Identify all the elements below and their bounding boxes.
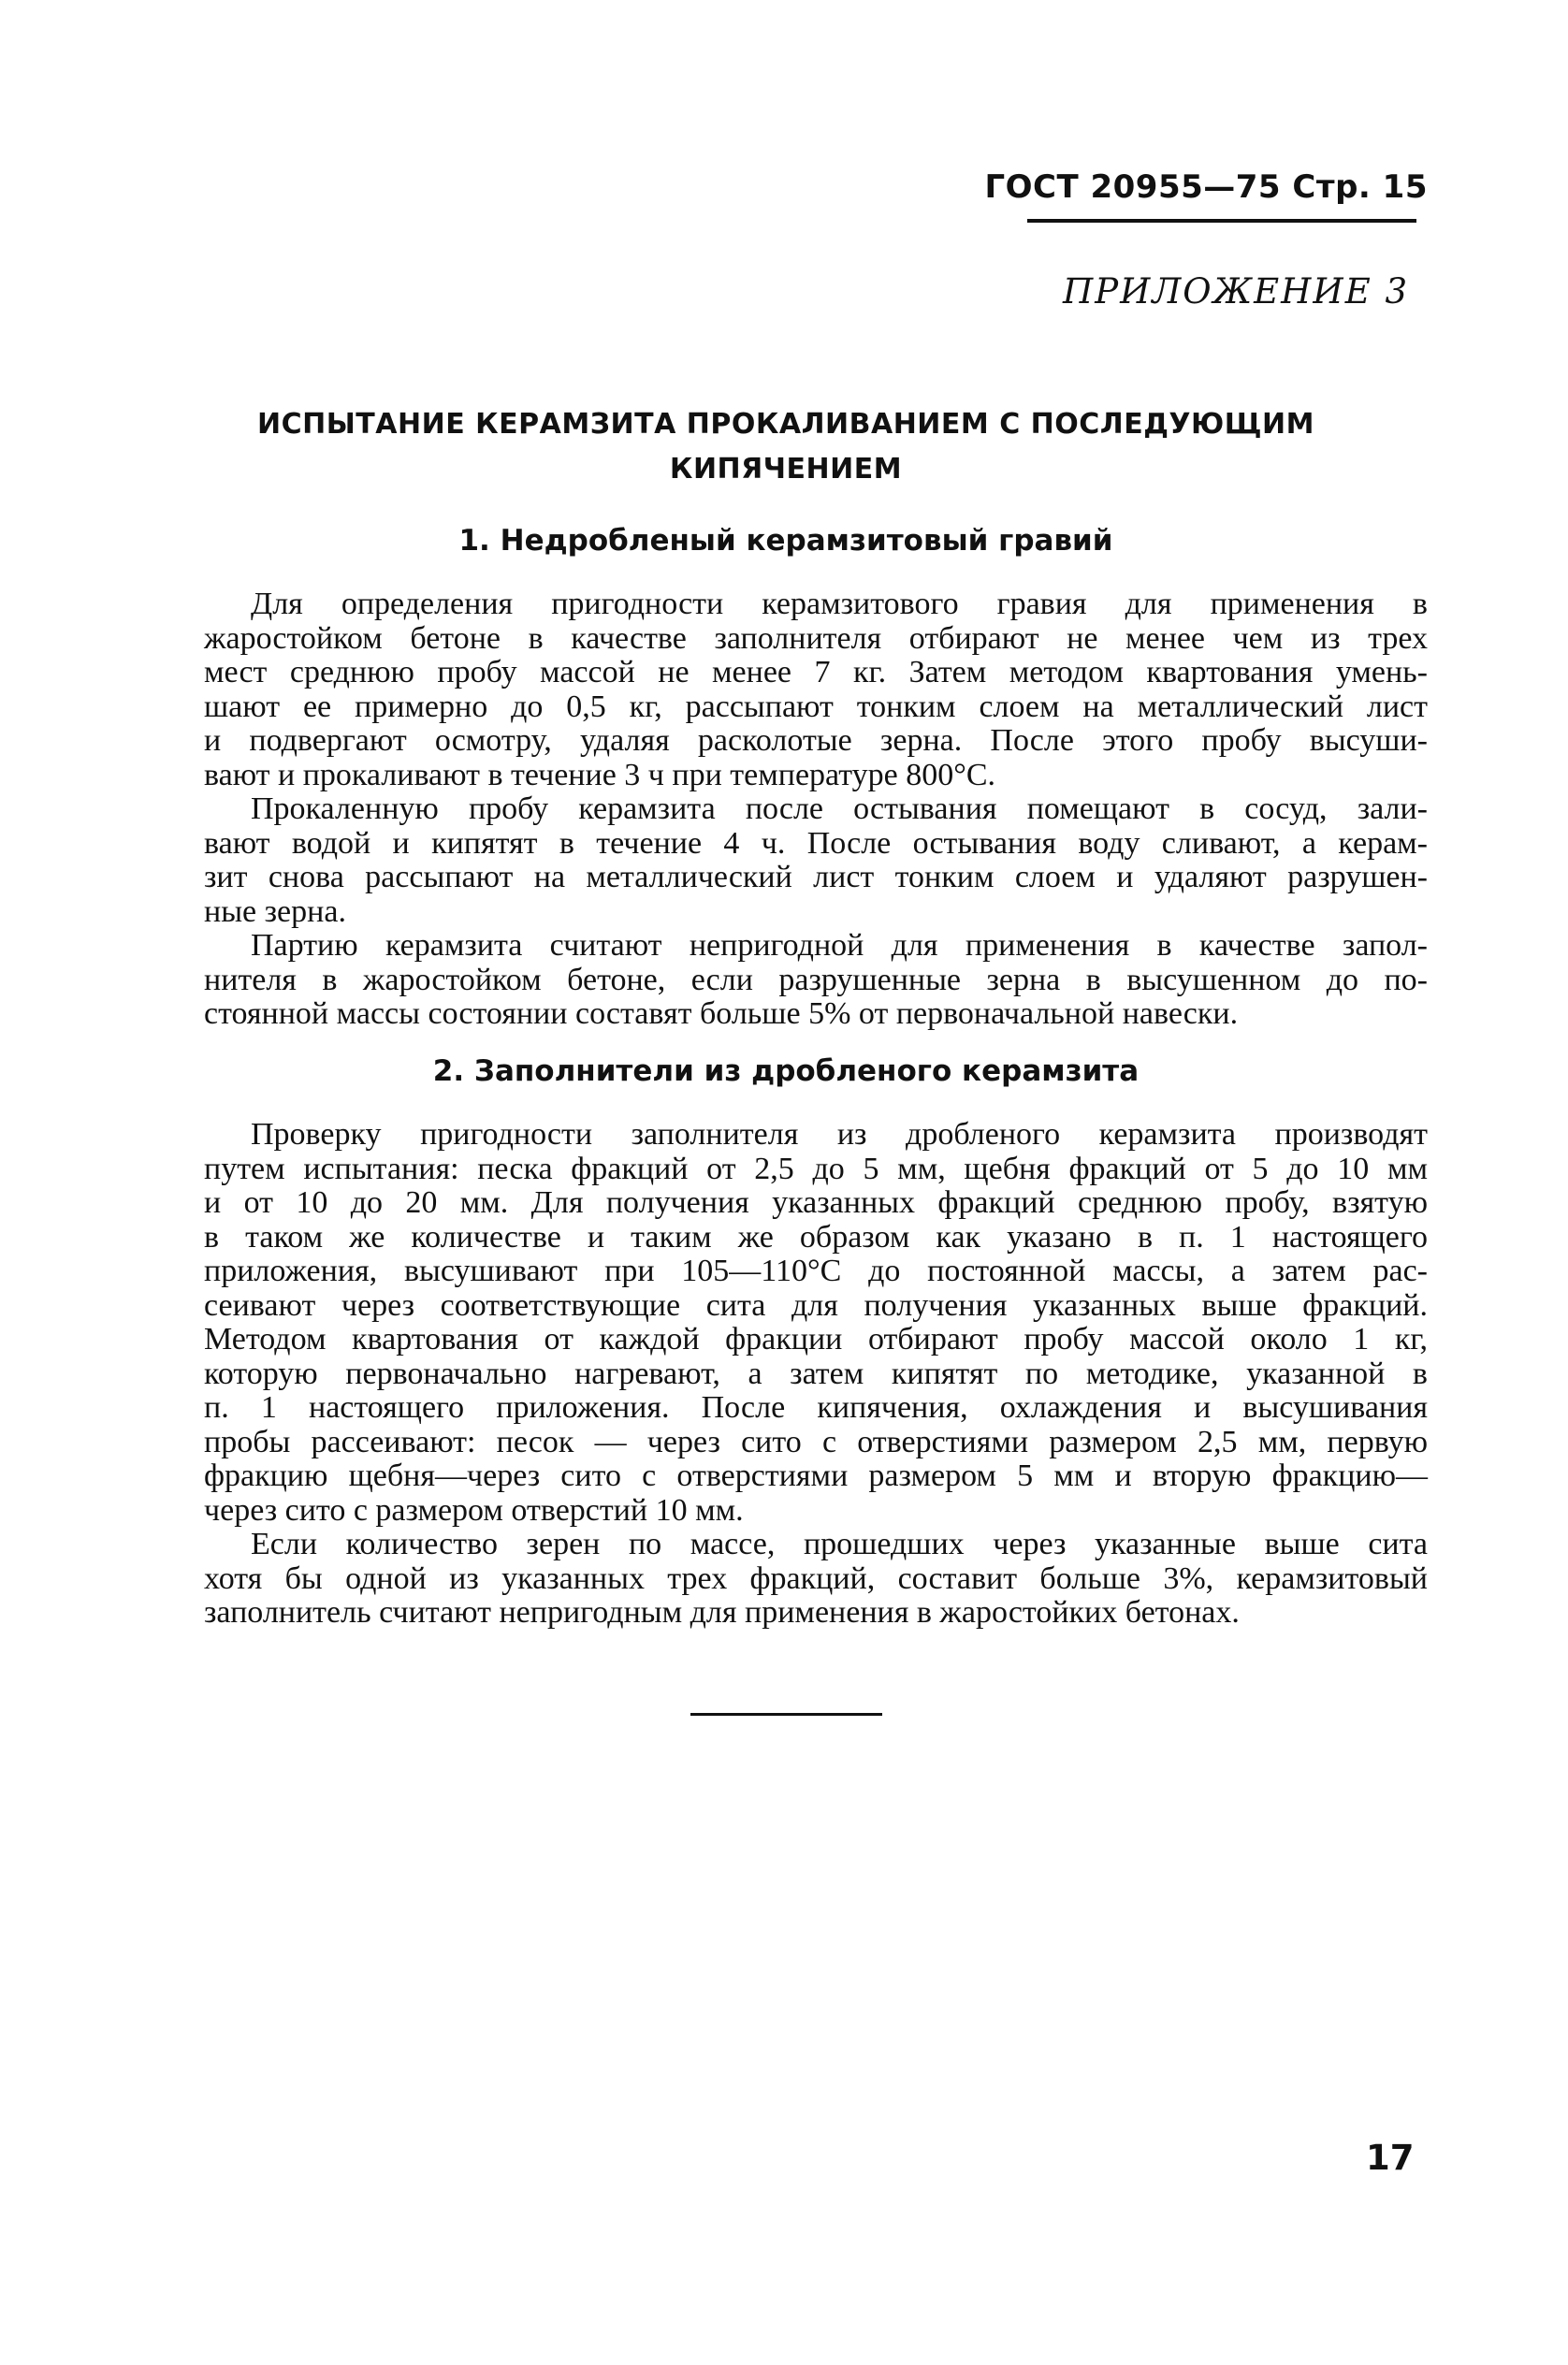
text-line: фракцию щебня—через сито с отверстиями размером 5 мм и вторую фракцию— [204, 1458, 1428, 1493]
text-line: вают и прокаливают в течение 3 ч при температуре 800°С. [204, 757, 996, 792]
text-line: п. 1 настоящего приложения. После кипячения, охлаждения и высушивания [204, 1390, 1428, 1425]
text-line: Для определения пригодности керамзитового гравия для применения в [251, 587, 1428, 621]
section-1-heading: 1. Недробленый керамзитовый гравий [458, 524, 1113, 558]
text-line: Если количество зерен по массе, прошедших через указанные выше сита [251, 1527, 1428, 1561]
text-line: приложения, высушивают при 105—110°С до постоянной массы, а затем рас- [204, 1254, 1428, 1288]
text-line: сеивают через соответствующие сита для получения указанных выше фракций. [204, 1287, 1428, 1323]
text-line: в таком же количестве и таким же образом как указано в п. 1 настоящего [204, 1219, 1428, 1255]
text-line: заполнитель считают непригодным для применения в жаростойких бетонах. [204, 1595, 1240, 1630]
closing-rule [690, 1713, 882, 1716]
text-line: зит снова рассыпают на металлический лист тонким слоем и удаляют разрушен- [204, 860, 1428, 894]
standard-reference: ГОСТ 20955—75 Стр. 15 [984, 168, 1428, 206]
header-rule [1027, 219, 1416, 223]
page-number: 17 [1366, 2138, 1415, 2178]
section-1-paragraph-2 [204, 792, 1428, 929]
section-2-paragraph-2 [204, 1528, 1428, 1631]
section-2-heading: 2. Заполнители из дробленого керамзита [432, 1054, 1140, 1088]
document-title-line-1: ИСПЫТАНИЕ КЕРАМЗИТА ПРОКАЛИВАНИЕМ С ПОСЛЕДУЮЩИМ [256, 408, 1314, 441]
text-line: Методом квартования от каждой фракции отбирают пробу массой около 1 кг, [204, 1322, 1428, 1357]
document-title-line-2: КИПЯЧЕНИЕМ [669, 453, 903, 486]
text-line: через сито с размером отверстий 10 мм. [204, 1492, 744, 1528]
text-line: шают ее примерно до 0,5 кг, рассыпают тонким слоем на металлический лист [204, 689, 1428, 724]
text-line: хотя бы одной из указанных трех фракций, составит больше 3%, керамзитовый [204, 1560, 1428, 1596]
text-line: жаростойком бетоне в качестве заполнителя отбирают не менее чем из трех [204, 620, 1428, 656]
text-line: которую первоначально нагревают, а затем кипятят по методике, указанной в [204, 1356, 1428, 1391]
text-line: и подвергают осмотру, удаляя расколотые зерна. После этого пробу высуши- [204, 723, 1428, 758]
text-line: и от 10 до 20 мм. Для получения указанных фракций среднюю пробу, взятую [204, 1185, 1428, 1220]
document-title [243, 402, 1328, 492]
text-line: ные зерна. [204, 893, 346, 929]
text-line: мест среднюю пробу массой не менее 7 кг. Затем методом квартования умень- [204, 655, 1428, 689]
section-1-paragraph-1 [204, 588, 1428, 792]
text-line: вают водой и кипятят в течение 4 ч. После остывания воду сливают, а керам- [204, 825, 1428, 861]
appendix-label: ПРИЛОЖЕНИЕ 3 [1062, 271, 1409, 312]
text-line: стоянной массы состоянии составят больше 5% от первоначальной навески. [204, 996, 1239, 1031]
section-2-paragraph-1 [204, 1118, 1428, 1528]
text-line: Проверку пригодности заполнителя из дробленого керамзита производят [251, 1117, 1428, 1152]
text-line: нителя в жаростойком бетоне, если разрушенные зерна в высушенном до по- [204, 962, 1428, 997]
section-1-paragraph-3 [204, 929, 1428, 1032]
text-line: пробы рассеивают: песок — через сито с отверстиями размером 2,5 мм, первую [204, 1424, 1428, 1459]
text-line: Прокаленную пробу керамзита после остывания помещают в сосуд, зали- [251, 791, 1428, 826]
text-line: путем испытания: песка фракций от 2,5 до 5 мм, щебня фракций от 5 до 10 мм [204, 1151, 1428, 1186]
text-line: Партию керамзита считают непригодной для применения в качестве запол- [251, 928, 1428, 963]
